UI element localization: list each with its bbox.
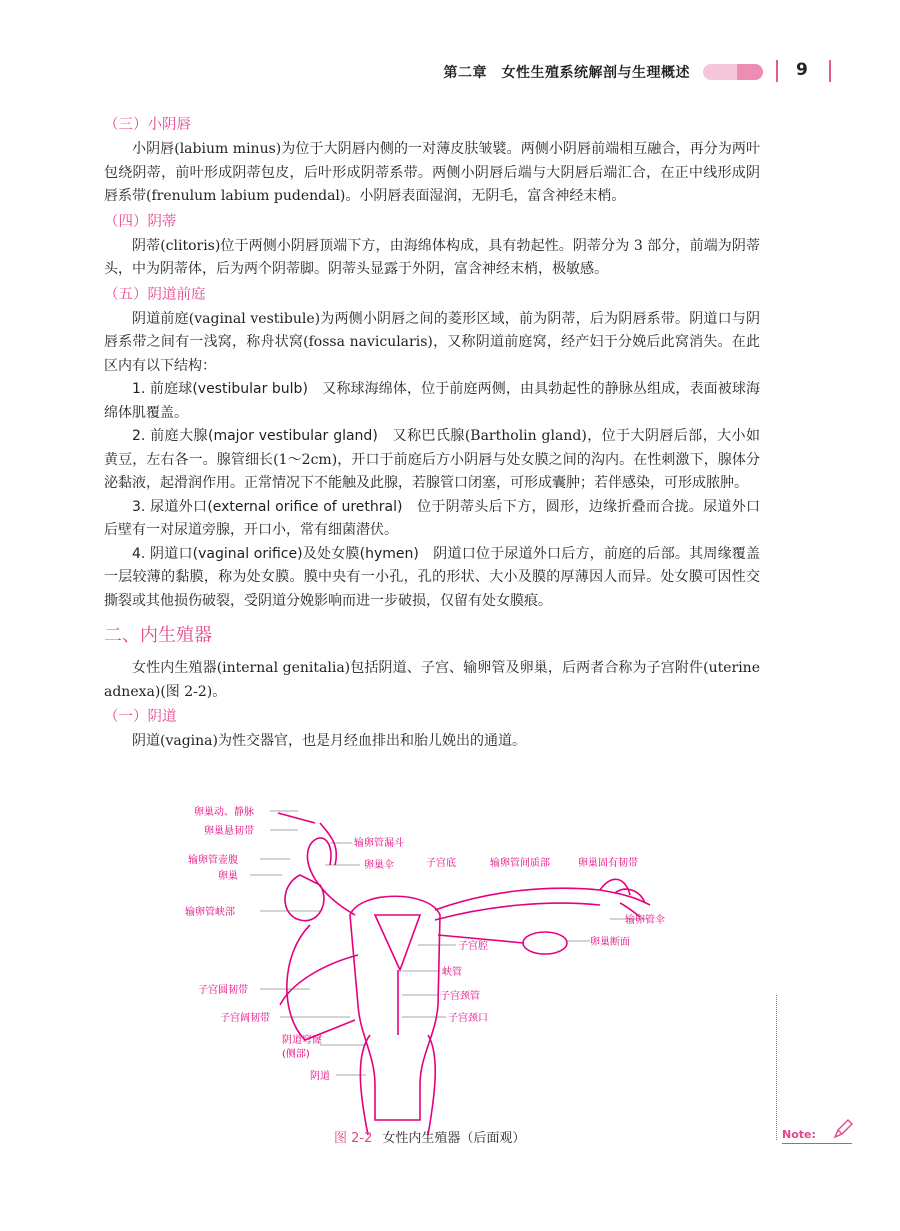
header-divider <box>776 60 778 82</box>
label-broad-ligament: 子宫阔韧带 <box>220 1013 270 1024</box>
label-round-ligament: 子宫圆韧带 <box>198 985 248 996</box>
label-ampulla: 输卵管壶腹 <box>188 855 238 866</box>
label-cervical-canal: 子宫颈管 <box>440 991 480 1002</box>
item-title: 3. 尿道外口(external orifice of urethral) <box>132 498 403 515</box>
paragraph: 阴道前庭(vaginal vestibule)为两侧小阴唇之间的菱形区域，前为阴蒂，后为阴唇系带。阴道口与阴唇系带之间有一浅窝，称舟状窝(fossa navicularis)，又称阴道前庭窝，经产妇于分娩后此窝消失。在此区内有以下结构： <box>104 310 760 374</box>
label-ovary-section: 卵巢断面 <box>590 937 630 948</box>
item-text: 阴道口位于尿道外口后方，前庭的后部。其周缘覆盖一层较薄的黏膜，称为处女膜。膜中央有一小孔，孔的形状、大小及膜的厚薄因人而异。处女膜可因性交撕裂或其他损伤破裂，受阴道分娩影响而进一步破损，仅留有处女膜痕。 <box>104 545 761 609</box>
right-fimbria <box>600 879 645 917</box>
figure-title: 女性内生殖器（后面观） <box>382 1131 526 1146</box>
list-item <box>104 378 760 425</box>
paragraph: 阴道(vagina)为性交器官，也是月经血排出和胎儿娩出的通道。 <box>132 733 526 749</box>
figure-number: 图 2-2 <box>334 1131 373 1146</box>
figure-caption <box>334 1127 525 1146</box>
header-divider <box>829 60 831 82</box>
label-isthmus: 输卵管峡部 <box>185 907 235 918</box>
label-ovarian-ligament: 卵巢固有韧带 <box>578 858 638 869</box>
list-item <box>104 425 760 496</box>
right-tube-lower <box>435 903 600 920</box>
left-tube <box>307 838 355 915</box>
note-underline <box>782 1143 852 1144</box>
label-fornix: 阴道穹窿 <box>282 1035 322 1046</box>
note-label: Note: <box>782 1128 816 1141</box>
item-text: 位于阴蒂头后下方，圆形，边缘折叠而合拢。尿道外口后壁有一对尿道旁腺，开口小，常有细菌潜伏。 <box>104 498 761 538</box>
page-header <box>0 60 900 86</box>
item-text: 又称球海绵体，位于前庭两侧，由具勃起性的静脉丛组成，表面被球海绵体肌覆盖。 <box>104 381 761 421</box>
section-heading: （五）阴道前庭 <box>104 286 206 303</box>
item-title: 1. 前庭球(vestibular bulb) <box>132 381 308 397</box>
chapter-subheading: 二、内生殖器 <box>104 625 212 646</box>
label-infundibulum: 输卵管漏斗 <box>354 838 404 849</box>
label-fimbria: 卵巢伞 <box>364 860 394 871</box>
label-ovary: 卵巢 <box>218 871 238 882</box>
paragraph: 女性内生殖器(internal genitalia)包括阴道、子宫、输卵管及卵巢，后两者合称为子宫附件(uterine adnexa)(图 2-2)。 <box>104 660 760 700</box>
uterus-outline <box>350 896 440 1120</box>
round-ligament <box>280 955 358 1005</box>
paragraph: 小阴唇(labium minus)为位于大阴唇内侧的一对薄皮肤皱襞。两侧小阴唇前端相互融合，再分为两叶包绕阴蒂，前叶形成阴蒂包皮，后叶形成阴蒂系带。两侧小阴唇后端与大阴唇后端汇合，在正中线形成阴唇系带(frenulum labium pudendal)。小阴唇表面湿润，无阴毛，富含神经末梢。 <box>104 141 760 204</box>
chapter-title: 第二章 女性生殖系统解剖与生理概述 <box>443 65 690 81</box>
label-external-os: 子宫颈口 <box>448 1013 488 1024</box>
label-isthmus-canal: 峡管 <box>442 967 462 978</box>
uterine-cavity <box>375 915 420 970</box>
item-title: 2. 前庭大腺(major vestibular gland) <box>132 428 378 444</box>
header-decor-bar-dark <box>737 64 763 80</box>
list-item <box>104 496 760 543</box>
page-number: 9 <box>796 60 808 80</box>
left-broad-ligament <box>287 925 355 1040</box>
right-ovary <box>523 932 567 954</box>
label-fornix-sub: (侧部) <box>282 1049 310 1060</box>
label-tube-fimbria: 输卵管伞 <box>625 915 665 926</box>
section-heading: （一）阴道 <box>104 709 177 725</box>
label-ovarian-vessels: 卵巢动、静脉 <box>194 807 254 818</box>
item-title: 4. 阴道口(vaginal orifice)及处女膜(hymen) <box>132 545 419 562</box>
label-fundus: 子宫底 <box>426 858 456 869</box>
margin-dotted-line <box>776 995 777 1140</box>
main-content <box>104 112 760 754</box>
paragraph: 阴蒂(clitoris)位于两侧小阴唇顶端下方，由海绵体构成，具有勃起性。阴蒂分为 3 部分，前端为阴蒂头，中为阴蒂体，后为两个阴蒂脚。阴蒂头显露于外阴，富含神经末梢，极敏感。 <box>104 237 760 277</box>
label-uterine-cavity: 子宫腔 <box>458 941 488 952</box>
label-suspensory-ligament: 卵巢悬韧带 <box>204 826 254 837</box>
list-item <box>104 543 760 614</box>
item-text: 又称巴氏腺(Bartholin gland)，位于大阴唇后部，大小如黄豆，左右各一。腺管细长(1～2cm)，开口于前庭后方小阴唇与处女膜之间的沟内。在性刺激下，腺体分泌黏液，起滑润作用。正常情况下不能触及此腺，若腺管口闭塞，可形成囊肿；若伴感染，可形成脓肿。 <box>104 428 760 491</box>
label-vagina: 阴道 <box>310 1071 330 1082</box>
internal-genitalia-diagram <box>170 795 690 1145</box>
left-ovary-lobe <box>285 875 324 921</box>
section-heading: （四）阴蒂 <box>104 213 177 230</box>
label-interstitial: 输卵管间质部 <box>490 858 550 869</box>
pencil-icon <box>832 1118 854 1140</box>
section-heading: （三）小阴唇 <box>104 117 191 133</box>
